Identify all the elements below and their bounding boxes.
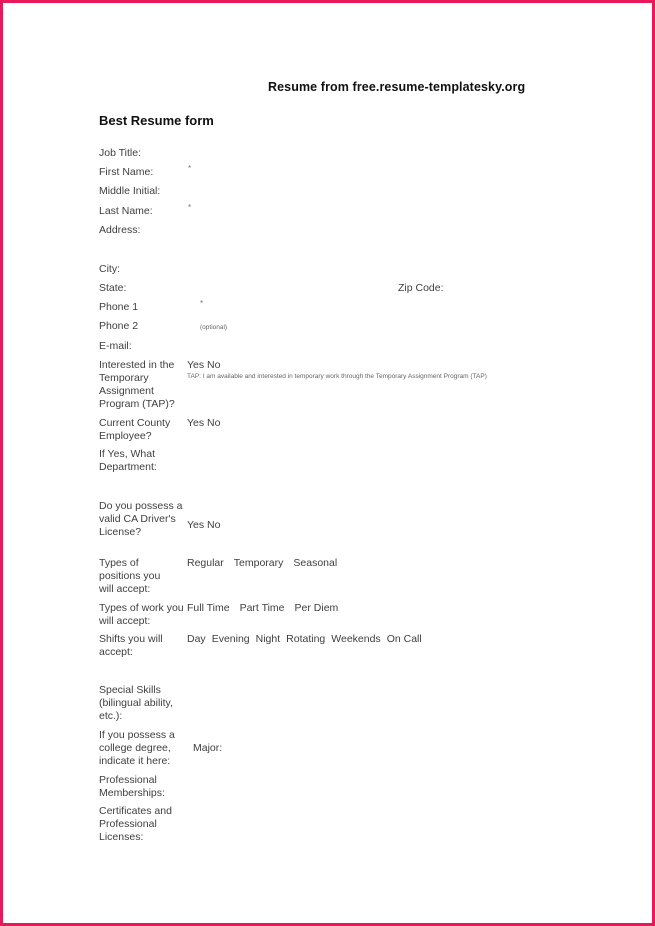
phone1-label: Phone 1 [99,301,139,313]
memberships-label: Professional Memberships: [99,774,165,799]
work-option-part-time[interactable]: Part Time [239,602,285,614]
work-option-full-time[interactable]: Full Time [187,602,230,614]
positions-options [187,557,347,569]
tap-note: TAP: I am available and interested in temporary work through the Temporary Assignment Program (TAP) [187,373,487,380]
shift-option-rotating[interactable]: Rotating [286,633,326,645]
city-label: City: [99,263,120,275]
work-types-options [187,602,348,614]
phone2-optional-note: (optional) [200,324,228,331]
shift-option-evening[interactable]: Evening [211,633,250,645]
tap-label: Interested in the Temporary Assignment Program (TAP)? [99,359,175,410]
position-option-regular[interactable]: Regular [187,557,224,569]
site-title: Resume from free.resume-templatesky.org [268,80,526,94]
job-title-label: Job Title: [99,147,142,159]
shifts-options [187,633,428,645]
certificates-label: Certificates and Professional Licenses: [99,805,172,843]
position-option-seasonal[interactable]: Seasonal [293,557,338,569]
first-name-label: First Name: [99,166,154,178]
drivers-license-options[interactable]: Yes No [187,519,221,531]
special-skills-label: Special Skills (bilingual ability, etc.): [99,684,173,722]
last-name-required-mark: * [188,203,192,212]
middle-initial-label: Middle Initial: [99,185,161,197]
shift-option-weekends[interactable]: Weekends [331,633,381,645]
positions-label: Types of positions you will accept: [99,557,161,595]
county-employee-label: Current County Employee? [99,417,171,442]
position-option-temporary[interactable]: Temporary [233,557,284,569]
shift-option-on-call[interactable]: On Call [386,633,422,645]
department-label: If Yes, What Department: [99,448,157,473]
drivers-license-label: Do you possess a valid CA Driver's License? [99,500,183,538]
major-label: Major: [193,742,223,754]
phone2-label: Phone 2 [99,320,139,332]
zip-code-label: Zip Code: [398,282,444,294]
phone1-required-mark: * [200,299,204,308]
state-label: State: [99,282,127,294]
county-employee-options[interactable]: Yes No [187,417,221,429]
form-title: Best Resume form [99,113,214,128]
shift-option-day[interactable]: Day [187,633,206,645]
address-label: Address: [99,224,141,236]
tap-options[interactable]: Yes No [187,359,221,371]
last-name-label: Last Name: [99,205,153,217]
work-types-label: Types of work you will accept: [99,602,184,627]
college-degree-label: If you possess a college degree, indicate it here: [99,729,175,767]
work-option-per-diem[interactable]: Per Diem [294,602,339,614]
email-label: E-mail: [99,340,132,352]
first-name-required-mark: * [188,164,192,173]
shifts-label: Shifts you will accept: [99,633,163,658]
shift-option-night[interactable]: Night [255,633,281,645]
